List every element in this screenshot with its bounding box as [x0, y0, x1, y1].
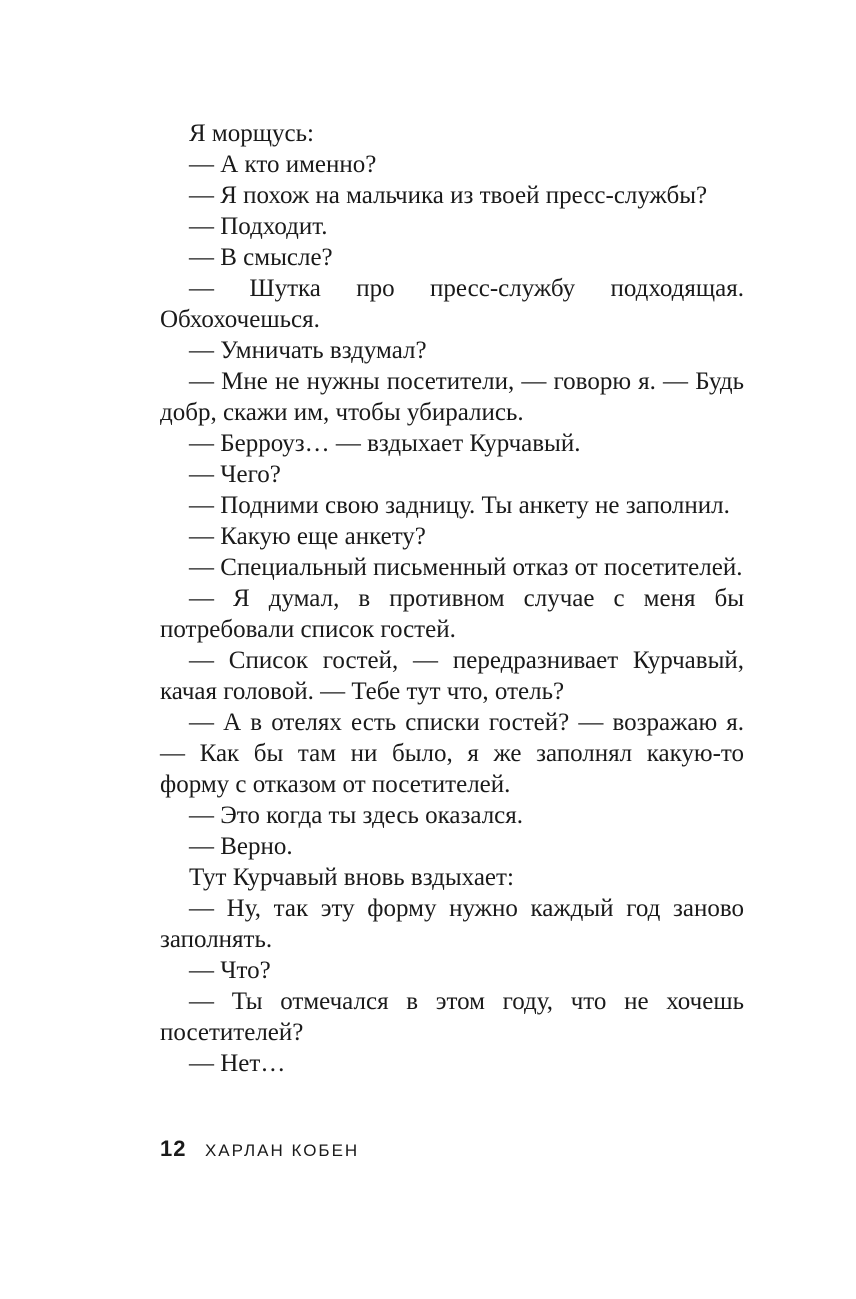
paragraph: — Чего?: [189, 461, 281, 488]
paragraph: — Мне не нужны посетители, — говорю я. — Будь добр, скажи им, чтобы убирались.: [160, 368, 744, 426]
paragraph: Тут Курчавый вновь вздыхает:: [189, 864, 514, 891]
paragraph: — Это когда ты здесь оказался.: [189, 802, 524, 829]
page-body-text: [160, 118, 744, 1079]
paragraph: — Верно.: [189, 833, 293, 860]
paragraph: — Специальный письменный отказ от посетителей.: [189, 554, 743, 581]
paragraph: — Берроуз… — вздыхает Курчавый.: [189, 430, 581, 457]
paragraph: — Шутка про пресс-службу подходящая. Обхохочешься.: [160, 275, 744, 333]
paragraph: — Я думал, в противном случае с меня бы потребовали список гостей.: [160, 585, 744, 643]
paragraph: — Список гостей, — передразнивает Курчавый, качая головой. — Тебе тут что, отель?: [160, 647, 744, 705]
paragraph: — Нет…: [189, 1050, 286, 1077]
paragraph: — Подними свою задницу. Ты анкету не заполнил.: [189, 492, 730, 519]
paragraph: — Что?: [189, 957, 271, 984]
page-number: 12: [160, 1136, 187, 1161]
paragraph: — В смысле?: [189, 244, 333, 271]
paragraph: Я морщусь:: [189, 120, 314, 147]
paragraph: — Я похож на мальчика из твоей пресс-службы?: [189, 182, 708, 209]
paragraph: — Ну, так эту форму нужно каждый год заново заполнять.: [160, 895, 744, 953]
running-author: ХАРЛАН КОБЕН: [204, 1141, 360, 1160]
paragraph: — Какую еще анкету?: [189, 523, 426, 550]
paragraph: — Умничать вздумал?: [189, 337, 427, 364]
paragraph: — А кто именно?: [189, 151, 377, 178]
paragraph: — А в отелях есть списки гостей? — возражаю я. — Как бы там ни было, я же заполнял какую-то форму с отказом от посетителей.: [160, 709, 744, 798]
paragraph: — Ты отмечался в этом году, что не хочешь посетителей?: [160, 988, 744, 1046]
page-footer: [160, 1136, 359, 1162]
paragraph: — Подходит.: [189, 213, 328, 240]
